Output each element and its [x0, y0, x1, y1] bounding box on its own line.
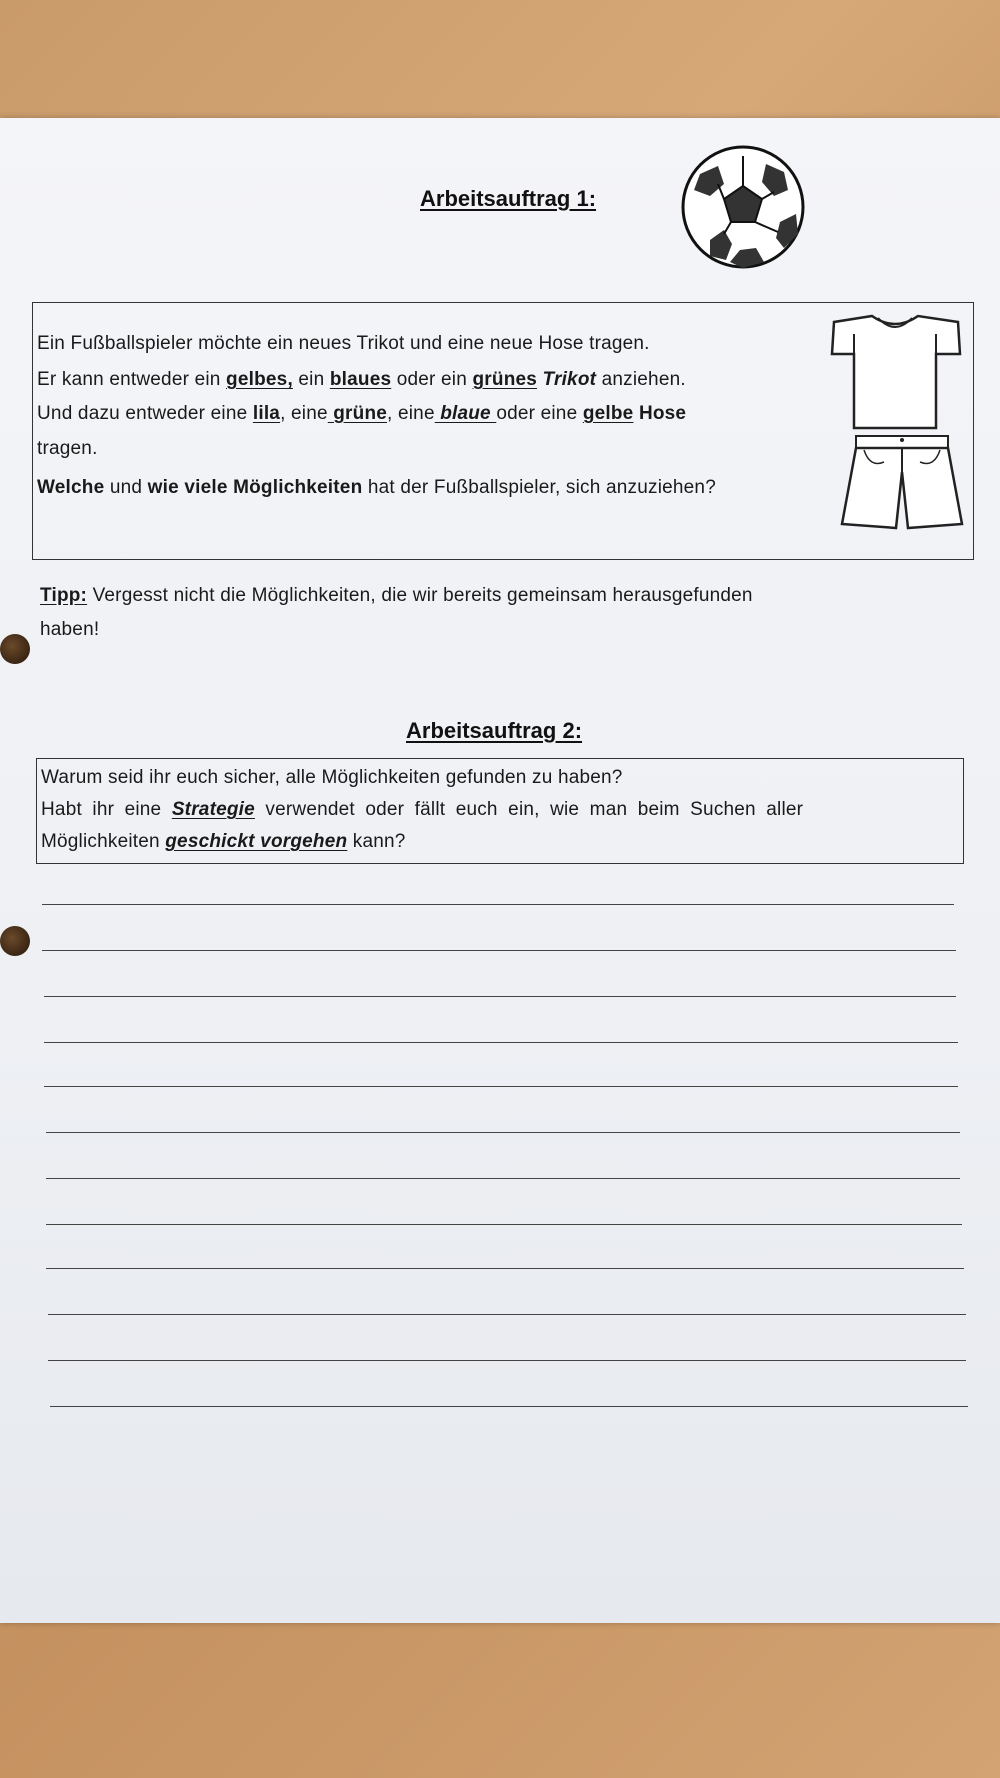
task1-heading: Arbeitsauftrag 1: [420, 186, 597, 211]
answer-line[interactable] [46, 1268, 964, 1269]
task1-line1: Ein Fußballspieler möchte ein neues Trikot und eine neue Hose tragen. [37, 333, 650, 354]
worksheet-page [0, 118, 1000, 1623]
punch-hole-top [0, 634, 30, 664]
task2-heading: Arbeitsauftrag 2: [406, 718, 583, 743]
task1-line4: tragen. [37, 438, 98, 459]
tip-line1: Tipp: Vergesst nicht die Möglichkeiten, die wir bereits gemeinsam herausgefunden [40, 585, 753, 606]
answer-line[interactable] [48, 1360, 966, 1361]
task1-line2: Er kann entweder ein gelbes, ein blaues oder ein grünes Trikot anziehen. [37, 369, 686, 390]
task2-line2: Habt ihr eine Strategie verwendet oder fällt euch ein, wie man beim Suchen aller [41, 799, 804, 820]
answer-line[interactable] [50, 1406, 968, 1407]
shorts-icon [840, 432, 964, 532]
answer-line[interactable] [46, 1132, 960, 1133]
answer-line[interactable] [42, 904, 954, 905]
answer-line[interactable] [46, 1224, 962, 1225]
punch-hole-bottom [0, 926, 30, 956]
shirt-icon [828, 308, 962, 432]
answer-line[interactable] [48, 1314, 966, 1315]
answer-line[interactable] [42, 950, 956, 951]
answer-line[interactable] [46, 1178, 960, 1179]
task2-line3: Möglichkeiten geschickt vorgehen kann? [41, 831, 406, 852]
task1-line3: Und dazu entweder eine lila, eine grüne, eine blaue oder eine gelbe Hose [37, 403, 687, 424]
tip-line2: haben! [40, 619, 100, 640]
soccer-ball-icon [680, 144, 806, 270]
answer-line[interactable] [44, 1042, 958, 1043]
task2-line1: Warum seid ihr euch sicher, alle Möglichkeiten gefunden zu haben? [41, 767, 623, 788]
task2-box [36, 758, 964, 864]
answer-line[interactable] [44, 1086, 958, 1087]
answer-line[interactable] [44, 996, 956, 997]
task1-question: Welche und wie viele Möglichkeiten hat der Fußballspieler, sich anzuziehen? [37, 477, 716, 498]
